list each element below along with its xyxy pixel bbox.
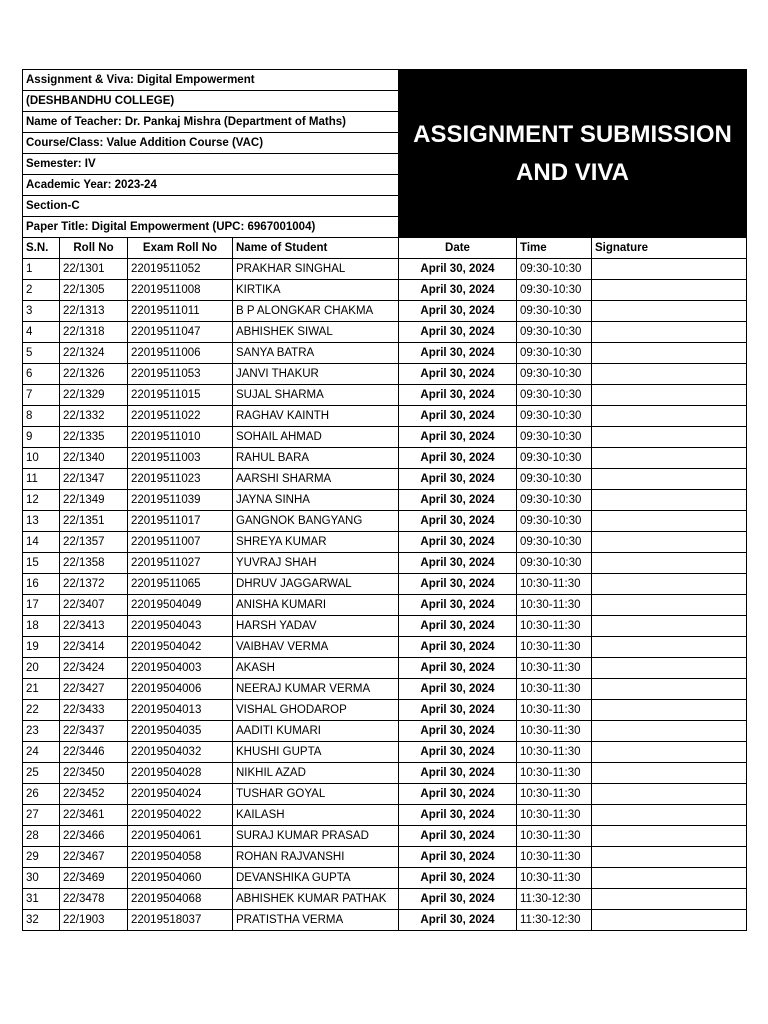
cell-roll-no: 22/1358 [60,553,128,574]
cell-date: April 30, 2024 [399,406,517,427]
cell-exam-roll-no: 22019511010 [128,427,233,448]
cell-time: 09:30-10:30 [517,490,592,511]
col-header-exam-roll: Exam Roll No [128,238,233,259]
table-row [23,448,747,469]
table-row [23,637,747,658]
banner-line-1: ASSIGNMENT SUBMISSION [413,120,732,148]
col-header-time: Time [517,238,592,259]
cell-date: April 30, 2024 [399,868,517,889]
cell-time: 09:30-10:30 [517,532,592,553]
table-row [23,574,747,595]
cell-date: April 30, 2024 [399,742,517,763]
cell-time: 10:30-11:30 [517,784,592,805]
cell-time: 11:30-12:30 [517,910,592,931]
cell-sn: 28 [23,826,60,847]
cell-exam-roll-no: 22019511008 [128,280,233,301]
cell-sn: 15 [23,553,60,574]
table-row [23,700,747,721]
cell-roll-no: 22/1357 [60,532,128,553]
info-line-academic-year: Academic Year: 2023-24 [23,175,399,196]
cell-sn: 24 [23,742,60,763]
column-header-row [23,238,747,259]
cell-student-name: RAGHAV KAINTH [233,406,399,427]
cell-date: April 30, 2024 [399,595,517,616]
cell-roll-no: 22/1372 [60,574,128,595]
cell-roll-no: 22/1329 [60,385,128,406]
cell-sn: 13 [23,511,60,532]
table-row [23,595,747,616]
cell-signature [592,553,747,574]
cell-sn: 19 [23,637,60,658]
table-row [23,406,747,427]
cell-date: April 30, 2024 [399,658,517,679]
cell-signature [592,469,747,490]
cell-time: 09:30-10:30 [517,448,592,469]
cell-exam-roll-no: 22019504061 [128,826,233,847]
cell-roll-no: 22/3461 [60,805,128,826]
cell-date: April 30, 2024 [399,721,517,742]
cell-student-name: SANYA BATRA [233,343,399,364]
cell-exam-roll-no: 22019504035 [128,721,233,742]
schedule-table [22,69,747,931]
cell-signature [592,826,747,847]
cell-sn: 16 [23,574,60,595]
cell-roll-no: 22/3424 [60,658,128,679]
cell-roll-no: 22/3433 [60,700,128,721]
cell-exam-roll-no: 22019511047 [128,322,233,343]
cell-signature [592,637,747,658]
cell-exam-roll-no: 22019511039 [128,490,233,511]
cell-student-name: ANISHA KUMARI [233,595,399,616]
cell-sn: 25 [23,763,60,784]
info-line-semester: Semester: IV [23,154,399,175]
cell-date: April 30, 2024 [399,763,517,784]
cell-time: 09:30-10:30 [517,427,592,448]
cell-sn: 12 [23,490,60,511]
cell-date: April 30, 2024 [399,679,517,700]
cell-signature [592,406,747,427]
cell-signature [592,385,747,406]
cell-student-name: JAYNA SINHA [233,490,399,511]
cell-signature [592,763,747,784]
cell-date: April 30, 2024 [399,301,517,322]
cell-exam-roll-no: 22019511022 [128,406,233,427]
cell-date: April 30, 2024 [399,364,517,385]
col-header-date: Date [399,238,517,259]
cell-sn: 3 [23,301,60,322]
cell-student-name: GANGNOK BANGYANG [233,511,399,532]
cell-time: 09:30-10:30 [517,280,592,301]
table-row [23,889,747,910]
table-row [23,742,747,763]
cell-exam-roll-no: 22019504043 [128,616,233,637]
col-header-sn: S.N. [23,238,60,259]
cell-date: April 30, 2024 [399,574,517,595]
cell-date: April 30, 2024 [399,826,517,847]
cell-roll-no: 22/1305 [60,280,128,301]
cell-roll-no: 22/3437 [60,721,128,742]
cell-sn: 31 [23,889,60,910]
cell-date: April 30, 2024 [399,616,517,637]
cell-time: 10:30-11:30 [517,742,592,763]
cell-sn: 2 [23,280,60,301]
cell-exam-roll-no: 22019504058 [128,847,233,868]
cell-roll-no: 22/3446 [60,742,128,763]
cell-roll-no: 22/1349 [60,490,128,511]
cell-signature [592,427,747,448]
cell-signature [592,847,747,868]
cell-student-name: B P ALONGKAR CHAKMA [233,301,399,322]
cell-student-name: AADITI KUMARI [233,721,399,742]
cell-sn: 7 [23,385,60,406]
cell-sn: 18 [23,616,60,637]
info-line-college: (DESHBANDHU COLLEGE) [23,91,399,112]
cell-exam-roll-no: 22019511003 [128,448,233,469]
cell-roll-no: 22/3466 [60,826,128,847]
cell-date: April 30, 2024 [399,700,517,721]
cell-date: April 30, 2024 [399,280,517,301]
cell-student-name: RAHUL BARA [233,448,399,469]
cell-student-name: PRAKHAR SINGHAL [233,259,399,280]
cell-date: April 30, 2024 [399,511,517,532]
table-row [23,259,747,280]
cell-signature [592,910,747,931]
table-row [23,301,747,322]
table-row [23,826,747,847]
banner-line-2: AND VIVA [516,158,629,186]
cell-exam-roll-no: 22019504060 [128,868,233,889]
cell-date: April 30, 2024 [399,889,517,910]
cell-student-name: ABHISHEK SIWAL [233,322,399,343]
table-row [23,343,747,364]
cell-roll-no: 22/3413 [60,616,128,637]
cell-signature [592,868,747,889]
cell-time: 09:30-10:30 [517,343,592,364]
table-row [23,658,747,679]
cell-roll-no: 22/1351 [60,511,128,532]
cell-student-name: ROHAN RAJVANSHI [233,847,399,868]
cell-student-name: NIKHIL AZAD [233,763,399,784]
cell-student-name: SHREYA KUMAR [233,532,399,553]
cell-time: 09:30-10:30 [517,385,592,406]
cell-roll-no: 22/3427 [60,679,128,700]
cell-time: 09:30-10:30 [517,469,592,490]
cell-signature [592,658,747,679]
cell-sn: 30 [23,868,60,889]
cell-roll-no: 22/1313 [60,301,128,322]
cell-exam-roll-no: 22019504022 [128,805,233,826]
cell-sn: 10 [23,448,60,469]
cell-exam-roll-no: 22019511017 [128,511,233,532]
table-row [23,385,747,406]
cell-date: April 30, 2024 [399,805,517,826]
table-row [23,490,747,511]
cell-time: 09:30-10:30 [517,301,592,322]
cell-roll-no: 22/1347 [60,469,128,490]
cell-roll-no: 22/3414 [60,637,128,658]
cell-roll-no: 22/1318 [60,322,128,343]
cell-sn: 29 [23,847,60,868]
cell-signature [592,301,747,322]
cell-student-name: KAILASH [233,805,399,826]
table-row [23,469,747,490]
attendance-sheet [22,69,746,931]
info-line-course: Course/Class: Value Addition Course (VAC) [23,133,399,154]
cell-student-name: AARSHI SHARMA [233,469,399,490]
cell-signature [592,280,747,301]
cell-exam-roll-no: 22019504003 [128,658,233,679]
cell-time: 10:30-11:30 [517,826,592,847]
cell-signature [592,511,747,532]
cell-student-name: SUJAL SHARMA [233,385,399,406]
cell-exam-roll-no: 22019511007 [128,532,233,553]
cell-time: 10:30-11:30 [517,763,592,784]
cell-signature [592,574,747,595]
cell-exam-roll-no: 22019518037 [128,910,233,931]
cell-sn: 11 [23,469,60,490]
cell-time: 10:30-11:30 [517,847,592,868]
cell-roll-no: 22/1335 [60,427,128,448]
cell-date: April 30, 2024 [399,427,517,448]
cell-exam-roll-no: 22019504049 [128,595,233,616]
cell-time: 09:30-10:30 [517,511,592,532]
cell-exam-roll-no: 22019511011 [128,301,233,322]
cell-date: April 30, 2024 [399,847,517,868]
cell-student-name: SOHAIL AHMAD [233,427,399,448]
cell-date: April 30, 2024 [399,553,517,574]
cell-signature [592,448,747,469]
cell-date: April 30, 2024 [399,385,517,406]
table-row [23,805,747,826]
table-row [23,364,747,385]
cell-student-name: NEERAJ KUMAR VERMA [233,679,399,700]
cell-roll-no: 22/3407 [60,595,128,616]
cell-time: 09:30-10:30 [517,259,592,280]
col-header-roll: Roll No [60,238,128,259]
cell-student-name: AKASH [233,658,399,679]
cell-time: 09:30-10:30 [517,553,592,574]
table-row [23,511,747,532]
cell-date: April 30, 2024 [399,322,517,343]
cell-signature [592,784,747,805]
cell-student-name: DEVANSHIKA GUPTA [233,868,399,889]
cell-time: 10:30-11:30 [517,616,592,637]
cell-student-name: DHRUV JAGGARWAL [233,574,399,595]
cell-student-name: KHUSHI GUPTA [233,742,399,763]
cell-date: April 30, 2024 [399,532,517,553]
cell-exam-roll-no: 22019504028 [128,763,233,784]
cell-sn: 20 [23,658,60,679]
cell-date: April 30, 2024 [399,259,517,280]
cell-time: 10:30-11:30 [517,574,592,595]
cell-date: April 30, 2024 [399,910,517,931]
table-row [23,868,747,889]
cell-exam-roll-no: 22019504013 [128,700,233,721]
cell-roll-no: 22/1332 [60,406,128,427]
col-header-signature: Signature [592,238,747,259]
cell-signature [592,259,747,280]
cell-sn: 5 [23,343,60,364]
cell-student-name: VISHAL GHODAROP [233,700,399,721]
cell-signature [592,721,747,742]
cell-date: April 30, 2024 [399,343,517,364]
cell-exam-roll-no: 22019511023 [128,469,233,490]
cell-sn: 21 [23,679,60,700]
cell-time: 11:30-12:30 [517,889,592,910]
table-row [23,553,747,574]
cell-student-name: PRATISTHA VERMA [233,910,399,931]
info-line-paper-title: Paper Title: Digital Empowerment (UPC: 6967001004) [23,217,399,238]
cell-signature [592,532,747,553]
table-row [23,721,747,742]
cell-roll-no: 22/1301 [60,259,128,280]
cell-roll-no: 22/3450 [60,763,128,784]
cell-sn: 26 [23,784,60,805]
cell-date: April 30, 2024 [399,469,517,490]
cell-time: 10:30-11:30 [517,805,592,826]
cell-time: 10:30-11:30 [517,637,592,658]
cell-sn: 22 [23,700,60,721]
cell-exam-roll-no: 22019504032 [128,742,233,763]
cell-exam-roll-no: 22019511053 [128,364,233,385]
cell-time: 09:30-10:30 [517,322,592,343]
cell-time: 09:30-10:30 [517,364,592,385]
cell-sn: 9 [23,427,60,448]
cell-student-name: SURAJ KUMAR PRASAD [233,826,399,847]
cell-roll-no: 22/3467 [60,847,128,868]
cell-sn: 1 [23,259,60,280]
cell-time: 10:30-11:30 [517,679,592,700]
cell-exam-roll-no: 22019504006 [128,679,233,700]
cell-date: April 30, 2024 [399,448,517,469]
cell-roll-no: 22/3469 [60,868,128,889]
cell-student-name: VAIBHAV VERMA [233,637,399,658]
cell-sn: 27 [23,805,60,826]
cell-student-name: TUSHAR GOYAL [233,784,399,805]
cell-roll-no: 22/1340 [60,448,128,469]
col-header-name: Name of Student [233,238,399,259]
cell-student-name: KIRTIKA [233,280,399,301]
cell-time: 10:30-11:30 [517,868,592,889]
table-row [23,427,747,448]
cell-date: April 30, 2024 [399,637,517,658]
table-row [23,679,747,700]
cell-exam-roll-no: 22019504068 [128,889,233,910]
cell-signature [592,616,747,637]
cell-signature [592,742,747,763]
cell-roll-no: 22/1324 [60,343,128,364]
cell-sn: 4 [23,322,60,343]
cell-sn: 23 [23,721,60,742]
info-line-section: Section-C [23,196,399,217]
cell-exam-roll-no: 22019511065 [128,574,233,595]
cell-signature [592,490,747,511]
cell-time: 10:30-11:30 [517,721,592,742]
cell-signature [592,889,747,910]
cell-signature [592,679,747,700]
cell-sn: 6 [23,364,60,385]
cell-sn: 17 [23,595,60,616]
cell-time: 10:30-11:30 [517,595,592,616]
cell-student-name: JANVI THAKUR [233,364,399,385]
cell-student-name: HARSH YADAV [233,616,399,637]
info-line-teacher: Name of Teacher: Dr. Pankaj Mishra (Department of Maths) [23,112,399,133]
cell-sn: 14 [23,532,60,553]
cell-signature [592,700,747,721]
cell-roll-no: 22/1326 [60,364,128,385]
cell-student-name: YUVRAJ SHAH [233,553,399,574]
cell-signature [592,805,747,826]
cell-exam-roll-no: 22019504042 [128,637,233,658]
banner-title [399,70,747,238]
cell-exam-roll-no: 22019511006 [128,343,233,364]
table-row [23,532,747,553]
cell-sn: 8 [23,406,60,427]
cell-roll-no: 22/3478 [60,889,128,910]
header-row-1 [23,70,747,91]
cell-signature [592,322,747,343]
cell-roll-no: 22/1903 [60,910,128,931]
table-row [23,784,747,805]
table-row [23,322,747,343]
table-row [23,847,747,868]
cell-roll-no: 22/3452 [60,784,128,805]
cell-date: April 30, 2024 [399,784,517,805]
cell-date: April 30, 2024 [399,490,517,511]
table-row [23,910,747,931]
cell-signature [592,364,747,385]
cell-exam-roll-no: 22019511052 [128,259,233,280]
cell-exam-roll-no: 22019511027 [128,553,233,574]
table-row [23,763,747,784]
table-row [23,616,747,637]
info-line-assignment: Assignment & Viva: Digital Empowerment [23,70,399,91]
cell-exam-roll-no: 22019504024 [128,784,233,805]
cell-sn: 32 [23,910,60,931]
cell-exam-roll-no: 22019511015 [128,385,233,406]
table-row [23,280,747,301]
cell-time: 10:30-11:30 [517,658,592,679]
cell-signature [592,595,747,616]
cell-signature [592,343,747,364]
cell-time: 09:30-10:30 [517,406,592,427]
cell-student-name: ABHISHEK KUMAR PATHAK [233,889,399,910]
cell-time: 10:30-11:30 [517,700,592,721]
